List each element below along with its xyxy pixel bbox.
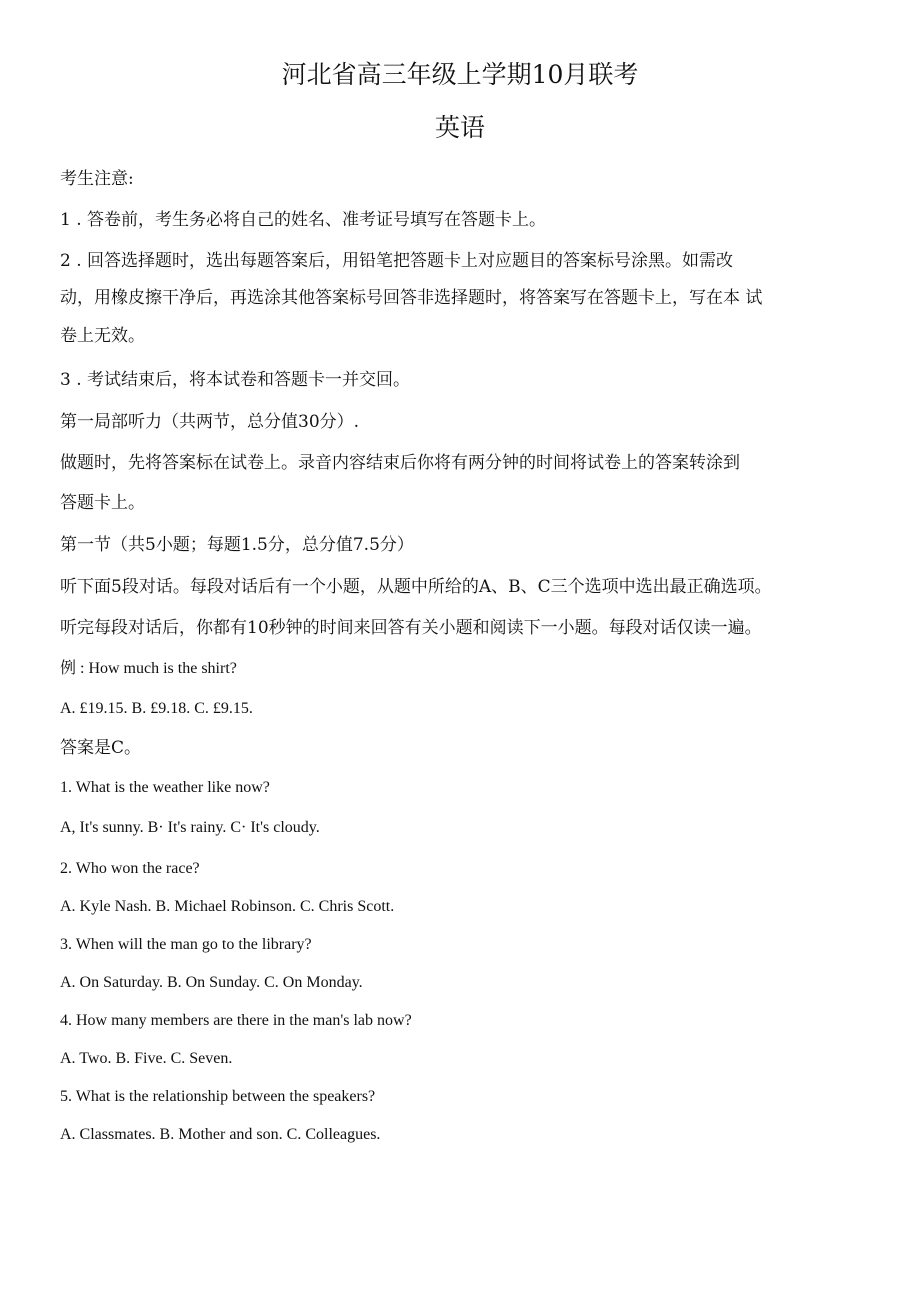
notice-heading: 考生注意: [60, 169, 134, 189]
question-1-options: A, It's sunny. B· It's rainy. C· It's cloudy. [60, 819, 320, 836]
question-3-options: A. On Saturday. B. On Sunday. C. On Monday. [60, 974, 363, 991]
question-4-options: A. Two. B. Five. C. Seven. [60, 1050, 233, 1067]
notice-item-2-line-2: 动，用橡皮擦干净后，再选涂其他答案标号回答非选择题时，将答案写在答题卡上，写在本 试 [60, 288, 763, 308]
example-answer: 答案是C。 [60, 738, 142, 758]
section1-instruction-line-2: 听完每段对话后，你都有10秒钟的时间来回答有关小题和阅读下一小题。每段对话仅读一遍。 [60, 618, 762, 638]
question-2: 2. Who won the race? [60, 860, 200, 877]
notice-item-2-line-1: 2 . 回答选择题时，选出每题答案后，用铅笔把答题卡上对应题目的答案标号涂黑。如需改 [60, 251, 734, 271]
notice-item-2-line-3: 卷上无效。 [60, 326, 145, 346]
question-2-options: A. Kyle Nash. B. Michael Robinson. C. Chris Scott. [60, 898, 395, 915]
part1-heading: 第一局部听力（共两节，总分值30分）. [60, 412, 360, 432]
subject-title: 英语 [434, 113, 485, 142]
question-3: 3. When will the man go to the library? [60, 936, 312, 953]
question-5: 5. What is the relationship between the speakers? [60, 1088, 376, 1105]
exam-title: 河北省高三年级上学期10月联考 [281, 60, 639, 89]
part1-instruction-line-1: 做题时，先将答案标在试卷上。录音内容结束后你将有两分钟的时间将试卷上的答案转涂到 [60, 453, 740, 473]
notice-item-3: 3 . 考试结束后，将本试卷和答题卡一并交回。 [60, 370, 411, 390]
section1-heading: 第一节（共5小题；每题1.5分，总分值7.5分） [60, 535, 414, 555]
example-question: 例 : How much is the shirt? [60, 660, 237, 677]
example-options: A. £19.15. B. £9.18. C. £9.15. [60, 700, 253, 717]
part1-instruction-line-2: 答题卡上。 [60, 493, 145, 513]
section1-instruction-line-1: 听下面5段对话。每段对话后有一个小题，从题中所给的A、B、C三个选项中选出最正确选项。 [60, 577, 772, 597]
notice-item-1: 1 . 答卷前，考生务必将自己的姓名、准考证号填写在答题卡上。 [60, 210, 547, 230]
question-4: 4. How many members are there in the man's lab now? [60, 1012, 412, 1029]
question-1: 1. What is the weather like now? [60, 779, 270, 796]
question-5-options: A. Classmates. B. Mother and son. C. Colleagues. [60, 1126, 381, 1143]
